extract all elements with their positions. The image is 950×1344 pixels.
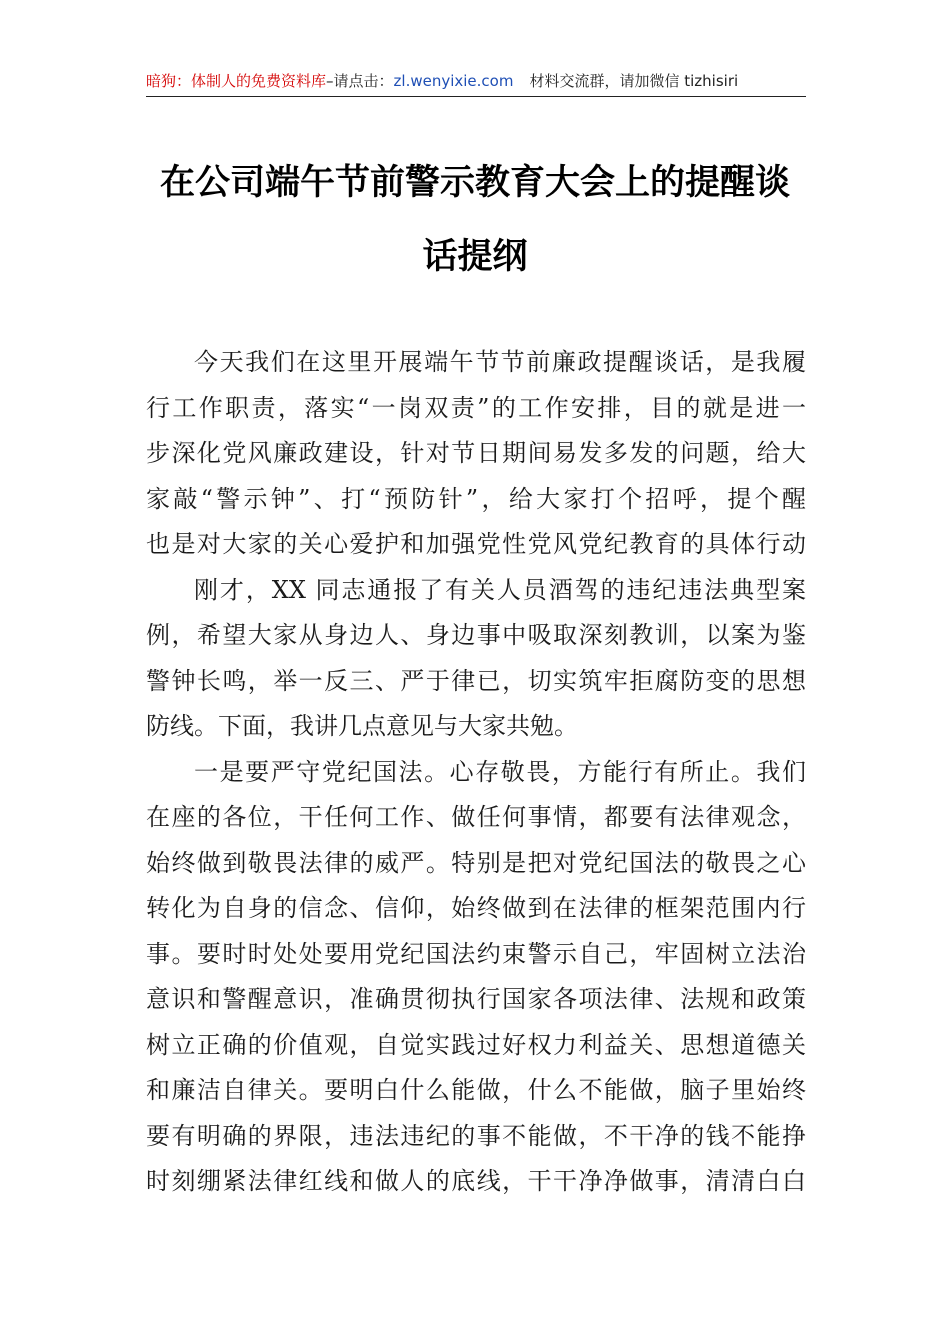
- header-site-name: 暗狗：体制人的免费资料库: [146, 72, 327, 90]
- body-line: 防线。下面，我讲几点意见与大家共勉。: [146, 712, 578, 740]
- title-line: 话提纲: [422, 236, 528, 277]
- body-line: 也是对大家的关心爱护和加强党性党风党纪教育的具体行动: [146, 530, 806, 558]
- header-url-link[interactable]: zl.wenyixie.com: [393, 72, 514, 90]
- header-click-prefix: –请点击：: [326, 72, 394, 90]
- body-line: 转化为自身的信念、信仰，始终做到在法律的框架范围内行: [146, 894, 806, 922]
- body-line: 步深化党风廉政建设，针对节日期间易发多发的问题，给大: [146, 439, 806, 467]
- body-line: 今天我们在这里开展端午节节前廉政提醒谈话，是我履: [194, 348, 806, 376]
- body-line: 行工作职责，落实“一岗双责”的工作安排，目的就是进一: [146, 393, 806, 422]
- document-body: [146, 340, 806, 1205]
- body-line: 意识和警醒意识，准确贯彻执行国家各项法律、法规和政策: [146, 985, 806, 1013]
- body-line: 一是要严守党纪国法。心存敬畏，方能行有所止。我们: [194, 757, 806, 786]
- body-line: 要有明确的界限，违法违纪的事不能做，不干净的钱不能挣: [146, 1121, 806, 1150]
- body-line: 刚才，XX 同志通报了有关人员酒驾的违纪违法典型案: [194, 575, 806, 604]
- body-line: 时刻绷紧法律红线和做人的底线，干干净净做事，清清白白: [146, 1167, 806, 1195]
- page-header: [146, 70, 806, 97]
- body-line: 始终做到敬畏法律的威严。特别是把对党纪国法的敬畏之心: [146, 848, 806, 877]
- body-line: 警钟长鸣，举一反三、严于律已，切实筑牢拒腐防变的思想: [146, 666, 806, 695]
- body-line: 家敲“警示钟”、打“预防针”，给大家打个招呼，提个醒: [146, 484, 806, 513]
- body-line: 和廉洁自律关。要明白什么能做，什么不能做，脑子里始终: [146, 1076, 806, 1104]
- body-line: 在座的各位，干任何工作、做任何事情，都要有法律观念，: [146, 803, 806, 831]
- body-line: 树立正确的价值观，自觉实践过好权力利益关、思想道德关: [146, 1030, 806, 1059]
- header-contact-text: 材料交流群，请加微信 tizhisiri: [529, 72, 739, 90]
- title-line: 在公司端午节前警示教育大会上的提醒谈: [159, 162, 790, 203]
- document-title: [140, 146, 810, 294]
- body-line: 例，希望大家从身边人、身边事中吸取深刻教训，以案为鉴: [146, 621, 806, 649]
- body-line: 事。要时时处处要用党纪国法约束警示自己，牢固树立法治: [146, 939, 806, 968]
